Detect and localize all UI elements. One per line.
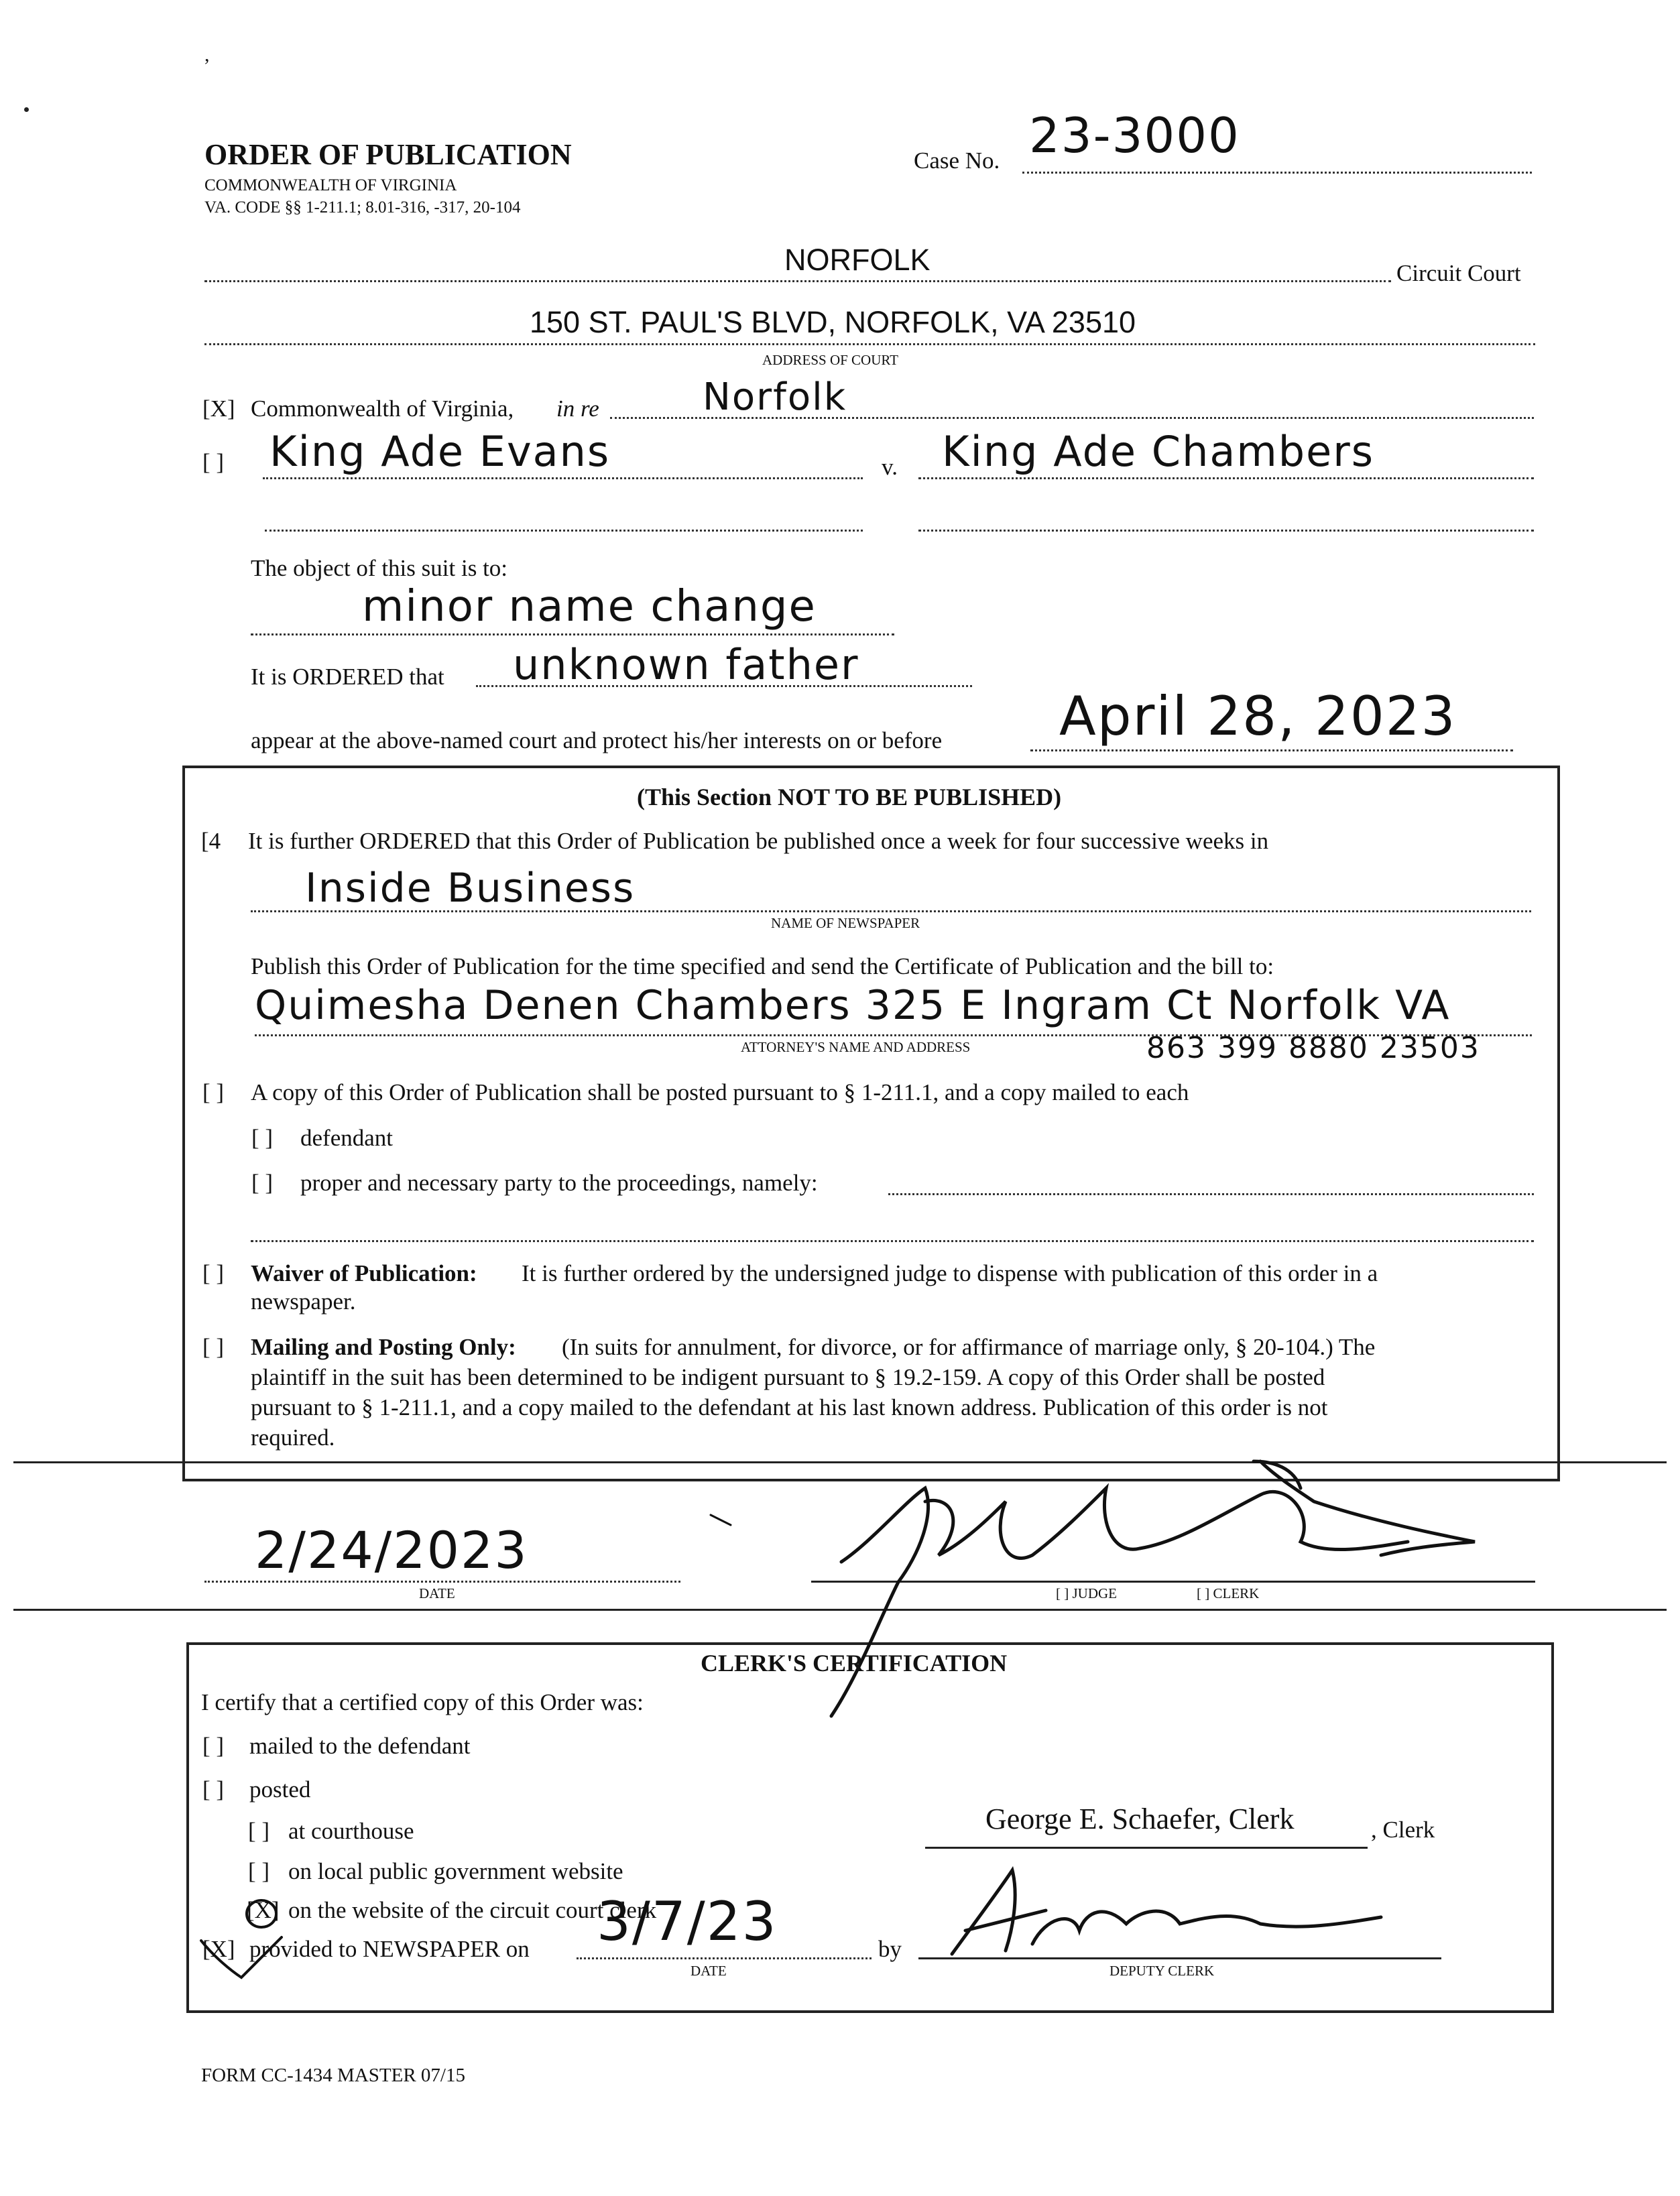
newspaper-name: Inside Business bbox=[305, 865, 636, 912]
in-re-label: in re bbox=[556, 395, 599, 422]
court-name: NORFOLK bbox=[784, 243, 931, 277]
circuit-court-label: Circuit Court bbox=[1396, 260, 1521, 286]
form-title: ORDER OF PUBLICATION bbox=[204, 138, 572, 171]
defendant-checkbox[interactable]: [ ] bbox=[251, 1125, 274, 1151]
mailed-option: mailed to the defendant bbox=[249, 1733, 471, 1759]
courthouse-checkbox[interactable]: [ ] bbox=[248, 1818, 270, 1844]
order-date: 2/24/2023 bbox=[255, 1520, 528, 1580]
case-label: Case No. bbox=[914, 147, 1000, 174]
ordered-label: It is ORDERED that bbox=[251, 664, 444, 690]
not-published-heading: (This Section NOT TO BE PUBLISHED) bbox=[637, 784, 1062, 810]
waiver-text-1: It is further ordered by the undersigned judge to dispense with publication of this order in a bbox=[522, 1260, 1378, 1286]
waiver-checkbox[interactable]: [ ] bbox=[202, 1260, 225, 1286]
address-label: ADDRESS OF COURT bbox=[762, 352, 898, 368]
mailed-checkbox[interactable]: [ ] bbox=[202, 1733, 225, 1759]
mailing-text-3: pursuant to § 1-211.1, and a copy mailed to the defendant at his last known address. Publication of this order is not bbox=[251, 1394, 1328, 1420]
copy-checkbox[interactable]: [ ] bbox=[202, 1079, 225, 1105]
clerk-website-checkbox[interactable]: [X] bbox=[247, 1897, 280, 1923]
ordered-value: unknown father bbox=[513, 640, 859, 689]
copy-text: A copy of this Order of Publication shall be posted pursuant to § 1-211.1, and a copy mailed to each bbox=[251, 1079, 1189, 1105]
provided-date-label: DATE bbox=[691, 1963, 727, 1979]
clerk-cert-intro: I certify that a certified copy of this Order was: bbox=[201, 1689, 644, 1715]
further-checkbox[interactable]: [4 bbox=[201, 828, 221, 854]
clerk-cert-heading: CLERK'S CERTIFICATION bbox=[701, 1650, 1008, 1676]
local-website-checkbox[interactable]: [ ] bbox=[248, 1858, 270, 1884]
attorney-label: ATTORNEY'S NAME AND ADDRESS bbox=[741, 1039, 971, 1055]
defendant-option: defendant bbox=[300, 1125, 393, 1151]
local-website-option: on local public government website bbox=[288, 1858, 623, 1884]
proper-party-checkbox[interactable]: [ ] bbox=[251, 1170, 274, 1196]
provided-date: 3/7/23 bbox=[597, 1890, 778, 1953]
mailing-checkbox[interactable]: [ ] bbox=[202, 1334, 225, 1360]
check-marks bbox=[201, 1515, 731, 1977]
posted-option: posted bbox=[249, 1776, 311, 1803]
further-text: It is further ORDERED that this Order of Publication be published once a week for four successive weeks in bbox=[248, 828, 1269, 854]
commonwealth-checkbox[interactable]: [X] bbox=[202, 395, 235, 422]
commonwealth-line: COMMONWEALTH OF VIRGINIA bbox=[204, 176, 457, 194]
by-label: by bbox=[878, 1936, 902, 1962]
mailing-text-4: required. bbox=[251, 1424, 335, 1451]
mailing-text-2: plaintiff in the suit has been determined to be indigent pursuant to § 19.2-159. A copy of this Order shall be posted bbox=[251, 1364, 1325, 1390]
form-number: FORM CC-1434 MASTER 07/15 bbox=[201, 2065, 465, 2086]
judge-signature bbox=[831, 1461, 1475, 1716]
appear-date: April 28, 2023 bbox=[1059, 685, 1457, 747]
mailing-text-1: (In suits for annulment, for divorce, or for affirmance of marriage only, § 20-104.) The bbox=[562, 1334, 1376, 1360]
in-re-value: Norfolk bbox=[703, 375, 847, 419]
courthouse-option: at courthouse bbox=[288, 1818, 414, 1844]
court-address: 150 ST. PAUL'S BLVD, NORFOLK, VA 23510 bbox=[530, 305, 1136, 339]
clerk-name: George E. Schaefer, Clerk bbox=[985, 1803, 1295, 1835]
deputy-clerk-signature bbox=[952, 1870, 1381, 1954]
case-number: 23-3000 bbox=[1029, 107, 1240, 164]
versus-label: v. bbox=[882, 454, 898, 480]
waiver-title: Waiver of Publication: bbox=[251, 1260, 477, 1286]
clerk-label: [ ] CLERK bbox=[1197, 1585, 1260, 1601]
code-line: VA. CODE §§ 1-211.1; 8.01-316, -317, 20-104 bbox=[204, 198, 521, 217]
attorney-phone: 863 399 8880 23503 bbox=[1146, 1031, 1480, 1065]
mailing-title: Mailing and Posting Only: bbox=[251, 1334, 516, 1360]
newspaper-label: NAME OF NEWSPAPER bbox=[771, 915, 920, 931]
commonwealth-label: Commonwealth of Virginia, bbox=[251, 395, 514, 422]
parties-checkbox[interactable]: [ ] bbox=[202, 449, 225, 475]
clerk-suffix: , Clerk bbox=[1371, 1817, 1435, 1843]
provided-checkbox[interactable]: [X] bbox=[202, 1936, 235, 1962]
deputy-clerk-label: DEPUTY CLERK bbox=[1109, 1963, 1215, 1979]
defendant-name: King Ade Chambers bbox=[942, 427, 1375, 476]
scan-mark: , bbox=[204, 44, 210, 66]
clerk-website-option: on the website of the circuit court clerk bbox=[288, 1897, 657, 1923]
attorney-name-address: Quimesha Denen Chambers 325 E Ingram Ct Norfolk VA bbox=[255, 982, 1451, 1029]
judge-label: [ ] JUDGE bbox=[1056, 1585, 1117, 1601]
object-label: The object of this suit is to: bbox=[251, 555, 508, 581]
provided-option: provided to NEWSPAPER on bbox=[249, 1936, 530, 1962]
publish-text: Publish this Order of Publication for the time specified and send the Certificate of Publication and the bill to: bbox=[251, 953, 1274, 979]
posted-checkbox[interactable]: [ ] bbox=[202, 1776, 225, 1803]
waiver-text-2: newspaper. bbox=[251, 1288, 356, 1315]
plaintiff-name: King Ade Evans bbox=[269, 427, 611, 476]
proper-party-option: proper and necessary party to the proceedings, namely: bbox=[300, 1170, 818, 1196]
order-date-label: DATE bbox=[419, 1585, 455, 1601]
appear-text: appear at the above-named court and protect his/her interests on or before bbox=[251, 727, 943, 753]
object-value: minor name change bbox=[362, 582, 817, 631]
